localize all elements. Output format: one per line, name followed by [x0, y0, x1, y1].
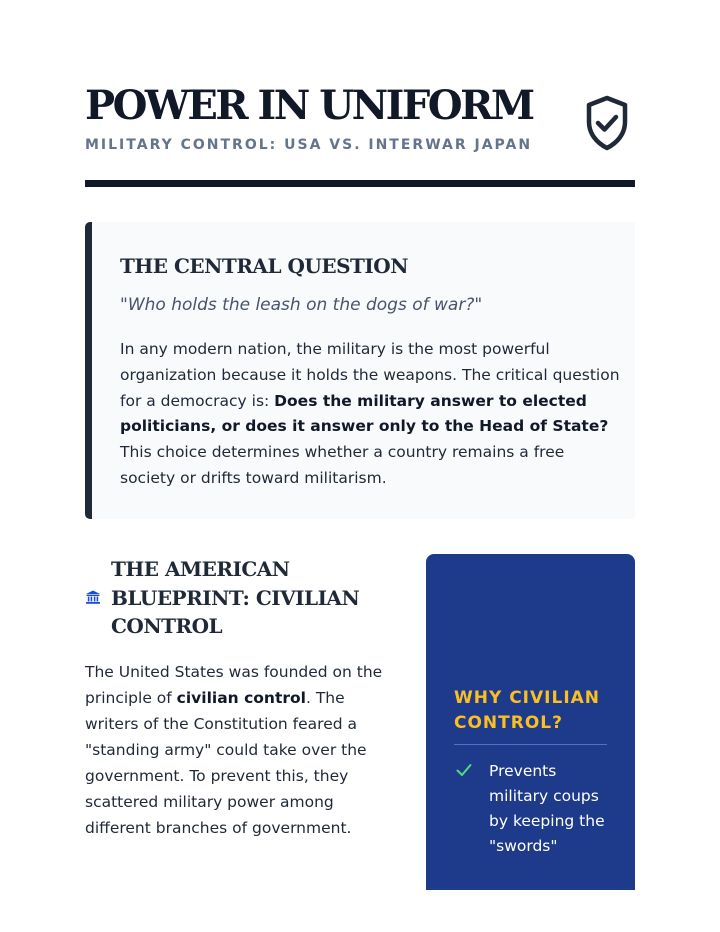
landmark-icon	[85, 589, 101, 605]
central-question-card	[85, 222, 635, 519]
central-question-body	[120, 337, 620, 492]
page-subtitle: MILITARY CONTROL: USA VS. INTERWAR JAPAN	[85, 137, 533, 153]
why-panel-item: Prevents military coups by keeping the "swords"	[489, 762, 605, 855]
check-icon	[456, 763, 472, 777]
why-panel-heading: WHY CIVILIAN CONTROL?	[454, 688, 601, 733]
why-civilian-control-panel	[426, 554, 635, 890]
page-title: POWER IN UNIFORM	[85, 82, 533, 129]
central-question-body-outro: This choice determines whether a country remains a free society or drifts toward militarism.	[120, 443, 565, 487]
central-question-body-intro: In any modern nation, the military is the most powerful organization because it holds the weapons. The critical question for a democracy is:	[120, 340, 620, 410]
header-divider	[85, 180, 635, 187]
central-question-body-emphasis: Does the military answer to elected politicians, or does it answer only to the Head of State?	[120, 391, 609, 436]
american-section-body-intro: The United States was founded on the principle of	[85, 663, 383, 707]
header	[85, 82, 635, 156]
central-question-quote: "Who holds the leash on the dogs of war?"	[120, 295, 483, 315]
american-section-body	[85, 659, 390, 841]
american-section-body-emphasis: civilian control	[176, 689, 306, 707]
why-panel-divider	[454, 744, 607, 745]
american-section-heading: THE AMERICAN BLUEPRINT: CIVILIAN CONTROL	[111, 557, 360, 638]
shield-check-icon	[583, 95, 631, 151]
american-section-body-outro: . The writers of the Constitution feared a "standing army" could take over the government. To prevent this, they scattered military power among different branches of government.	[85, 689, 367, 837]
page	[85, 0, 635, 932]
central-question-heading: THE CENTRAL QUESTION	[120, 254, 408, 278]
